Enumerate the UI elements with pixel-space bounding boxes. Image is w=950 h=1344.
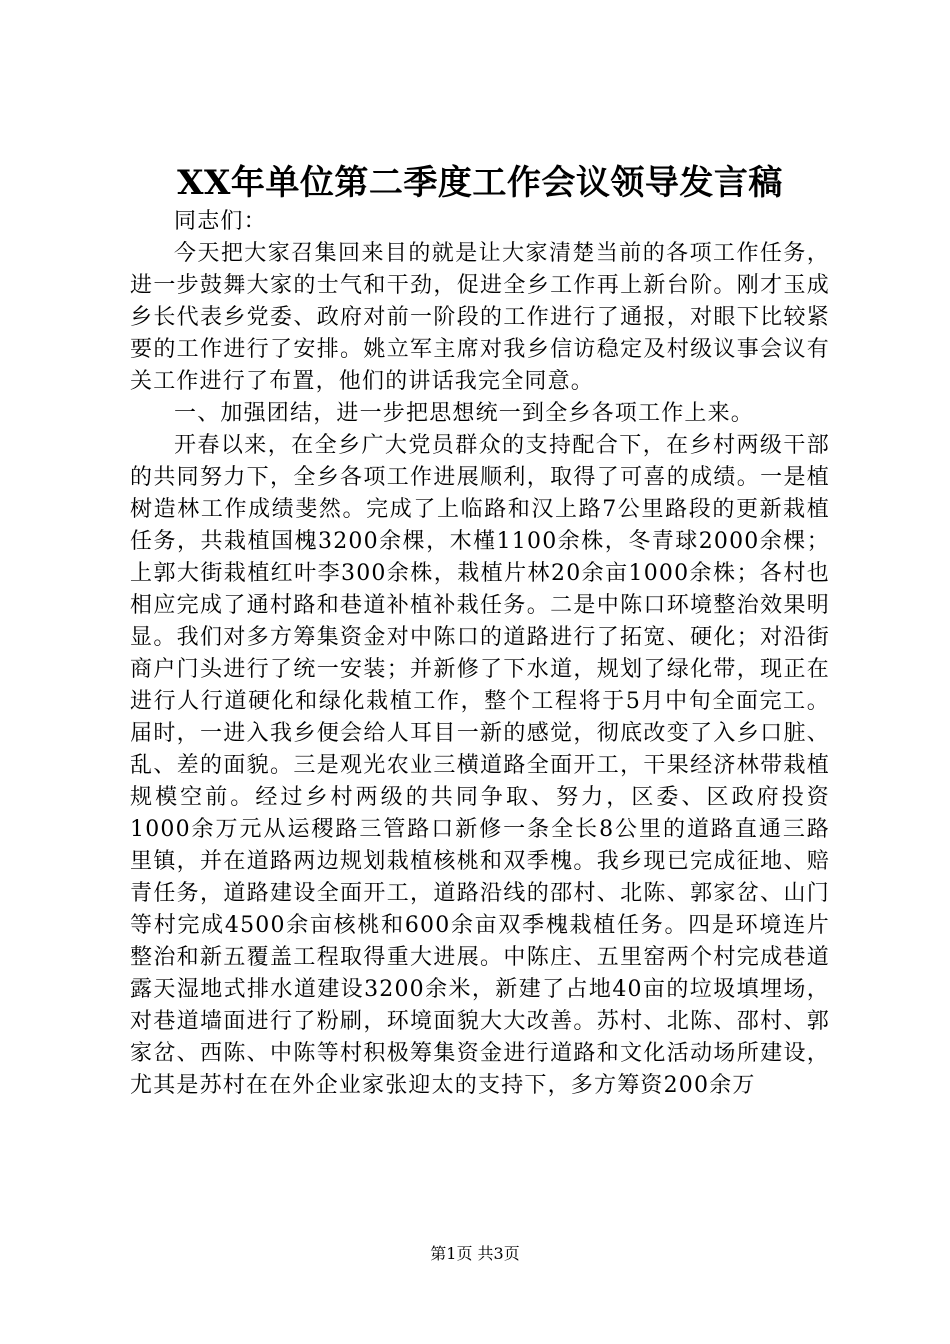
document-content bbox=[130, 160, 830, 1102]
greeting-paragraph: 同志们： bbox=[174, 209, 267, 234]
page-footer: 第1页 共3页 bbox=[430, 1244, 520, 1263]
document-title: XX年单位第二季度工作会议领导发言稿 bbox=[177, 163, 783, 203]
body-paragraph: 开春以来，在全乡广大党员群众的支持配合下，在乡村两级干部的共同努力下，全乡各项工作进展顺利，取得了可喜的成绩。一是植树造林工作成绩斐然。完成了上临路和汉上路7公里路段的更新栽植任务，共栽植国槐3200余棵，木槿1100余株，冬青球2000余棵；上郭大街栽植红叶李300余株，栽植片林20余亩1000余株；各村也相应完成了通村路和巷道补植补栽任务。二是中陈口环境整治效果明显。我们对多方筹集资金对中陈口的道路进行了拓宽、硬化；对沿街商户门头进行了统一安装；并新修了下水道，规划了绿化带，现正在进行人行道硬化和绿化栽植工作，整个工程将于5月中旬全面完工。届时，一进入我乡便会给人耳目一新的感觉，彻底改变了入乡口脏、乱、差的面貌。三是观光农业三横道路全面开工，干果经济林带栽植规模空前。经过乡村两级的共同争取、努力，区委、区政府投资1000余万元从运稷路三管路口新修一条全长8公里的道路直通三路里镇，并在道路两边规划栽植核桃和双季槐。我乡现已完成征地、赔青任务，道路建设全面开工，道路沿线的邵村、北陈、郭家岔、山门等村完成4500余亩核桃和600余亩双季槐栽植任务。四是环境连片整治和新五覆盖工程取得重大进展。中陈庄、五里窑两个村完成巷道露天湿地式排水道建设3200余米，新建了占地40亩的垃圾填埋场，对巷道墙面进行了粉刷，环境面貌大大改善。苏村、北陈、邵村、郭家岔、西陈、中陈等村积极筹集资金进行道路和文化活动场所建设，尤其是苏村在在外企业家张迎太的支持下，多方筹资200余万 bbox=[130, 433, 830, 1098]
document-body bbox=[130, 206, 830, 1102]
body-paragraph: 今天把大家召集回来目的就是让大家清楚当前的各项工作任务，进一步鼓舞大家的士气和干劲，促进全乡工作再上新台阶。刚才玉成乡长代表乡党委、政府对前一阶段的工作进行了通报，对眼下比较紧要的工作进行了安排。姚立军主席对我乡信访稳定及村级议事会议有关工作进行了布置，他们的讲话我完全同意。 bbox=[130, 241, 830, 394]
section-heading: 一、加强团结，进一步把思想统一到全乡各项工作上来。 bbox=[174, 401, 755, 426]
